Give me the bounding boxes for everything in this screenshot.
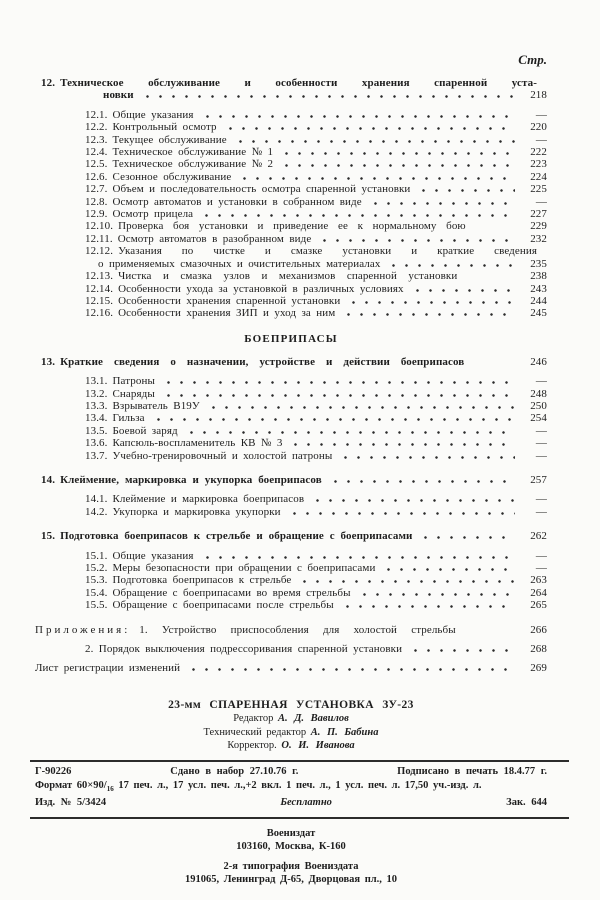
toc-entry-13.1 [35,375,547,387]
toc-entry-title-continuation: новки [103,89,134,102]
dot-leader [139,95,515,98]
page-number: 229 [530,220,548,233]
page-number: 268 [530,643,547,656]
page-number: 225 [530,183,547,196]
publisher-block [35,828,547,885]
toc-entry-number: 12.6. [85,170,108,183]
appendices-label: Приложения: [35,623,131,636]
toc-entry-title: Боевой заряд [112,424,178,437]
publisher-address: 103160, Москва, К-160 [236,841,346,853]
imprint-rule-top [30,760,569,762]
toc-entry-15.4 [35,587,547,599]
page-number: — [535,108,547,121]
toc-entry-appendix2 [35,643,547,655]
section-heading-text: БОЕПРИПАСЫ [244,332,338,345]
section-heading [35,333,547,345]
toc-entry-15.3 [35,574,547,586]
page-number: 246 [530,355,547,368]
imprint-row-edition [35,797,547,808]
publisher-name: Воениздат [266,828,316,840]
toc-entry-13.7 [35,450,547,462]
toc-entry-12.3 [35,134,547,146]
toc-entry-title: Указания по чистке и смазке установки и краткие сведения [118,245,537,258]
toc-entry-title: Сезонное обслуживание [112,170,232,183]
dot-leader [407,649,515,652]
toc-entry-number: 15.2. [85,562,108,574]
toc-entry-title: Меры безопасности при обращении с боеприпасами [112,562,376,574]
toc-entry-title: Техническое обслуживание № 2 [112,158,274,171]
toc-entry-13.4 [35,412,547,424]
toc-entry-title: Особенности хранения спаренной установки [118,294,341,307]
page-number: 262 [530,530,547,543]
toc-entry-number: 13.5. [85,424,108,437]
dot-leader [160,394,515,397]
toc-entry-13.3 [35,400,547,412]
book-title: 23-мм СПАРЕННАЯ УСТАНОВКА ЗУ-23 [168,698,414,711]
dot-leader [278,164,515,167]
toc-entry-12.12 [35,245,547,257]
dot-leader [380,568,515,571]
dot-leader [316,239,515,242]
page-number: 227 [530,208,547,221]
toc-entry-number: 13. [41,355,56,368]
page-number: 235 [530,257,547,270]
page-number: 269 [530,662,547,675]
toc-entry-title: Общие указания [112,108,194,121]
toc-entry-title: Подготовка боеприпасов к стрельбе [112,574,292,587]
toc-entry-15.1 [35,550,547,562]
toc-entry-number: 12.15. [85,294,114,307]
colophon [35,699,547,752]
toc-entry-12.5 [35,158,547,170]
toc-entry-number: 12.16. [85,307,114,320]
dot-leader [222,127,515,130]
dot-leader [345,301,515,304]
dot-leader [471,630,515,633]
toc-entry-12.7 [35,183,547,195]
dot-leader [199,115,515,118]
toc-entry-title: Общие указания [112,549,194,562]
dot-leader [150,418,515,421]
toc-entry-number: 12.13. [85,270,114,283]
toc-entry-number: 12.14. [85,282,114,295]
tech-editor-name: А. П. Бабина [310,726,379,738]
toc-entry-title: Укупорка и маркировка укупорки [112,505,281,518]
toc-entry-title: Клеймение, маркировка и укупорка боеприпасов [60,473,322,486]
toc-entry-plain [35,662,547,674]
toc-entry-number: 12.8. [85,195,108,208]
toc-entry-number: 12.1. [85,108,108,121]
toc-entry-number: 12. [41,77,56,89]
tech-editor-role: Технический редактор [203,726,307,738]
page-number: 220 [530,121,547,134]
toc-entry-12.4 [35,146,547,158]
page-number: — [535,505,547,518]
toc-entry-number: 13.2. [85,387,108,400]
imprint-row-dates [35,766,547,777]
imprint-signed-date: Подписано в печать 18.4.77 г. [397,766,547,778]
imprint-rule-bottom [30,817,569,819]
dot-leader [481,226,515,229]
toc-entry-title: Чистка и смазка узлов и механизмов спаренной установки [118,270,458,283]
toc-entry-14.1 [35,493,547,505]
page-number: — [535,449,547,462]
toc-entry-13.2 [35,388,547,400]
dot-leader [286,512,515,515]
page-number: 223 [530,158,547,171]
dot-leader [327,480,515,483]
imprint-format-line [35,780,547,793]
toc-entry-14.2 [35,506,547,518]
toc-entry-number: 12.10. [85,220,114,233]
toc-entry-12.13 [35,270,547,282]
page-number: — [535,133,547,146]
toc-entry-number: 12.3. [85,133,108,146]
page-number: 250 [530,399,547,412]
toc-entry-number: 12.9. [85,208,108,221]
page-number: 222 [530,146,547,159]
toc-entry-title: Проверка боя установки и приведение ее к нормальному бою [118,220,466,233]
dot-leader [409,289,515,292]
toc-entry-number: 15.1. [85,549,108,562]
dot-leader [183,431,515,434]
toc-entry-title: 1. Устройство приспособления для холостой стрельбы [139,623,456,636]
toc-entry-12 [35,77,547,89]
toc-entry-12.15 [35,295,547,307]
toc-entry-15.2 [35,562,547,574]
dot-leader [232,140,515,143]
dot-leader [236,177,515,180]
toc-entry-title: Гильза [112,412,145,425]
toc-entry-title: Краткие сведения о назначении, устройстве и действии боеприпасов [60,355,465,368]
corrector-name: О. И. Иванова [281,740,355,752]
dot-leader [337,456,515,459]
page-number: 244 [530,294,547,307]
toc-entry-number: 12.7. [85,183,108,196]
dot-leader [198,214,515,217]
toc-entry-title: Лист регистрации изменений [35,662,181,675]
corrector-line [35,740,547,751]
toc-entry-12.1 [35,109,547,121]
page-number: 243 [530,282,547,295]
toc-entry-title: Патроны [112,375,155,388]
imprint-typeset-date: Сдано в набор 27.10.76 г. [170,766,299,778]
toc-entry-number: 14.1. [85,493,108,506]
toc-entry-12.12-continuation [35,258,547,270]
toc-entry-number: 13.4. [85,412,108,425]
toc-entry-title: Осмотр автоматов в разобранном виде [117,232,312,245]
dot-leader [309,499,515,502]
toc-entry-title: Обращение с боеприпасами после стрельбы [112,599,334,612]
toc-entry-number: 12.11. [85,232,113,245]
toc-entry-12.9 [35,208,547,220]
toc-entry-title: Техническое обслуживание и особенности хранения спаренной уста- [60,77,537,89]
page-number: 266 [530,623,547,636]
dot-leader [472,276,515,279]
toc-entry-12.14 [35,283,547,295]
toc-entry-number: 13.7. [85,449,108,462]
toc-entry-title-continuation: о применяемых смазочных и очистительных материалах [98,257,381,270]
order-number: Зак. 644 [506,797,547,809]
page-number: 254 [530,412,547,425]
format-rest: 17 печ. л., 17 усл. печ. л.,+2 вкл. 1 печ. л., 1 усл. печ. л. 17,50 уч.-изд. л. [113,780,482,792]
page-number: 218 [530,89,547,102]
toc-entry-12.16 [35,307,547,319]
toc-entry-number: 12.2. [85,121,108,134]
page-number: 265 [530,599,547,612]
editor-name: А. Д. Вавилов [277,713,349,725]
toc-entry-14 [35,474,547,486]
toc-entry-15 [35,530,547,542]
edition-number: Изд. № 5/3424 [35,797,107,809]
toc-entry-number: 13.1. [85,375,108,388]
toc-entry-title: Объем и последовательность осмотра спаренной установки [112,183,411,196]
dot-leader [205,406,515,409]
table-of-contents [35,77,547,675]
toc-entry-number: 15.3. [85,574,108,587]
toc-entry-number: 14. [41,473,56,486]
toc-entry-number: 12.4. [85,146,108,159]
toc-entry-number: 15. [41,530,56,543]
toc-entry-number: 13.3. [85,399,108,412]
page-number: 232 [530,232,547,245]
toc-entry-13.6 [35,437,547,449]
toc-entry-12.8 [35,196,547,208]
toc-entry-12.11 [35,233,547,245]
toc-entry-title: 2. Порядок выключения подрессоривания спаренной установки [85,643,403,656]
imprint-code: Г-90226 [35,766,72,778]
format-prefix: Формат 60×90/ [35,780,107,792]
page-number: — [535,549,547,562]
dot-leader [479,362,515,365]
free-label: Бесплатно [280,797,332,809]
toc-entry-title: Обращение с боеприпасами во время стрельбы [112,586,351,599]
dot-leader [367,202,515,205]
dot-leader [296,580,515,583]
toc-entry-title: Учебно-тренировочный и холостой патроны [112,449,333,462]
page-number: 224 [530,170,547,183]
page-number: 238 [530,270,548,283]
toc-entry-13 [35,356,547,368]
dot-leader [385,264,515,267]
toc-entry-title: Контрольный осмотр [112,121,217,134]
toc-entry-title: Капсюль-воспламенитель КВ № 3 [112,437,283,450]
toc-entry-12.2 [35,121,547,133]
toc-entry-12-continuation [35,89,547,101]
corrector-role: Корректор. [227,740,277,752]
tech-editor-line [35,727,547,738]
page-number: — [535,437,547,450]
toc-entry-number: 14.2. [85,505,108,518]
toc-entry-number: 15.4. [85,586,108,599]
dot-leader [278,152,515,155]
toc-entry-title: Клеймение и маркировка боеприпасов [112,493,305,506]
toc-entry-number: 15.5. [85,599,108,612]
page-number: 257 [530,473,547,486]
dot-leader [417,536,515,539]
page-number: — [535,375,547,388]
dot-leader [160,381,515,384]
format-denominator: 16 [106,785,114,794]
page-number: 263 [530,574,547,587]
toc-entry-number: 12.5. [85,158,108,171]
page-number: — [535,424,547,437]
page-number: — [535,562,547,574]
toc-entry-title: Техническое обслуживание № 1 [112,146,274,159]
toc-entry-13.5 [35,425,547,437]
page-number: 245 [530,307,547,320]
toc-entry-number: 12.12. [85,245,114,258]
dot-leader [356,593,515,596]
dot-leader [199,556,515,559]
page-number: — [535,195,547,208]
toc-entry-12.10 [35,220,547,232]
page-number: 248 [530,387,547,400]
dot-leader [415,189,515,192]
page-number: — [535,493,547,506]
toc-entry-title: Снаряды [112,387,155,400]
toc-entry-12.6 [35,171,547,183]
toc-entry-title: Особенности хранения ЗИП и уход за ним [118,307,336,320]
page-number: 264 [530,586,547,599]
dot-leader [339,605,515,608]
toc-entry-title: Осмотр прицела [112,208,194,221]
printer-name: 2-я типография Воениздата [223,861,359,873]
printer-address: 191065, Ленинград Д-65, Дворцовая пл., 10 [184,874,398,886]
dot-leader [340,313,515,316]
toc-entry-title: Особенности ухода за установкой в различных условиях [118,282,404,295]
dot-leader [287,443,515,446]
toc-entry-15.5 [35,599,547,611]
toc-entry-title: Осмотр автоматов и установки в собранном виде [112,195,362,208]
imprint-block [35,766,547,808]
page-column-label: Стр. [518,52,547,67]
toc-entry-title: Взрыватель В19У [112,399,200,412]
editor-role: Редактор [233,713,274,725]
toc-entry-title: Подготовка боеприпасов к стрельбе и обращение с боеприпасами [60,530,413,543]
toc-entry-appendix [35,624,547,636]
toc-entry-number: 13.6. [85,437,108,450]
dot-leader [185,668,515,671]
editor-line [35,713,547,724]
toc-entry-title: Текущее обслуживание [112,133,227,146]
